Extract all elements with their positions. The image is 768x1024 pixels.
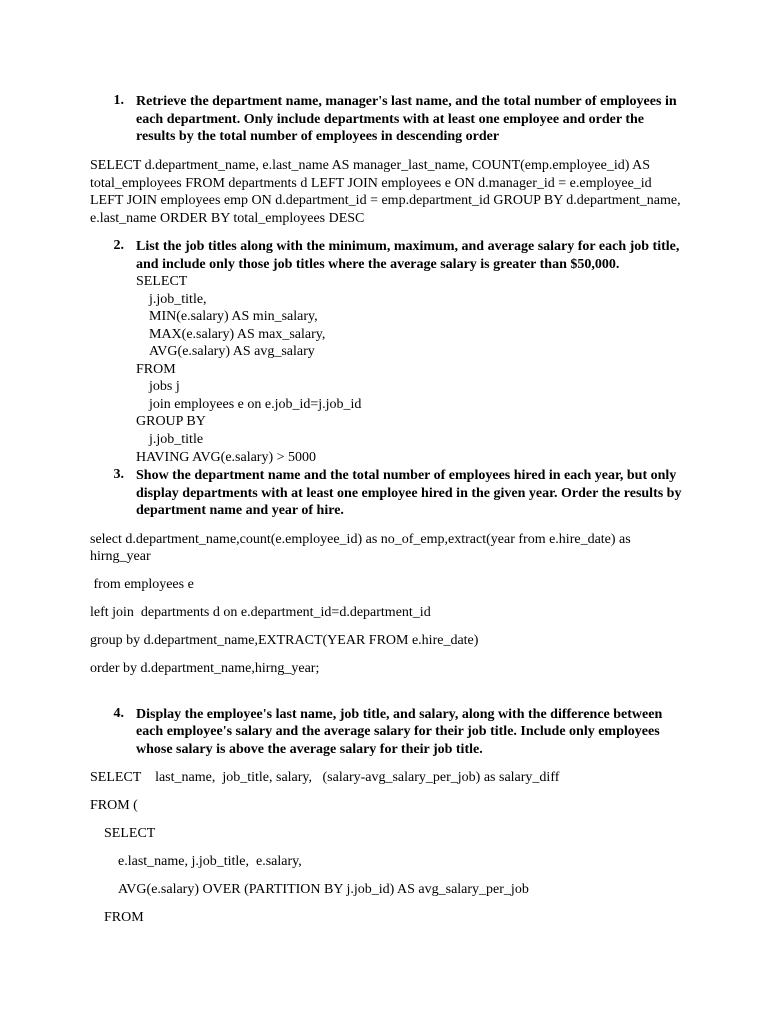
question-2-line-2: and include only those job titles where the average salary is greater than $50,000. bbox=[136, 257, 620, 272]
answer-3-line-1: select d.department_name,count(e.employee_id) as no_of_emp,extract(year from e.hire_date) as bbox=[90, 532, 631, 547]
answer-2-line-7: jobs j bbox=[149, 379, 180, 394]
question-2-number: 2. bbox=[113, 238, 124, 253]
question-1-number: 1. bbox=[113, 93, 124, 108]
answer-4-line-1: SELECT last_name, job_title, salary, (salary-avg_salary_per_job) as salary_diff bbox=[90, 770, 560, 785]
question-1-line-1: Retrieve the department name, manager's last name, and the total number of employees in bbox=[136, 94, 677, 109]
question-3-line-1: Show the department name and the total number of employees hired in each year, but only bbox=[136, 468, 677, 483]
answer-1-line-3: LEFT JOIN employees emp ON d.department_id = emp.department_id GROUP BY d.department_name, bbox=[90, 193, 681, 208]
answer-4-line-4: e.last_name, j.job_title, e.salary, bbox=[118, 854, 302, 869]
question-3-line-3: department name and year of hire. bbox=[136, 503, 344, 518]
answer-3-line-3: from employees e bbox=[90, 577, 194, 592]
answer-1-line-4: e.last_name ORDER BY total_employees DESC bbox=[90, 211, 365, 226]
answer-4-line-6: FROM bbox=[104, 910, 144, 925]
answer-3-line-6: order by d.department_name,hirng_year; bbox=[90, 661, 320, 676]
question-1-line-3: results by the total number of employees in descending order bbox=[136, 129, 500, 144]
question-3-line-2: display departments with at least one employee hired in the given year. Order the results by bbox=[136, 486, 682, 501]
answer-2-line-11: HAVING AVG(e.salary) > 5000 bbox=[136, 450, 317, 465]
answer-2-line-2: j.job_title, bbox=[149, 292, 207, 307]
question-3-number: 3. bbox=[113, 467, 124, 482]
question-4-line-3: whose salary is above the average salary for their job title. bbox=[136, 742, 483, 757]
answer-2-line-5: AVG(e.salary) AS avg_salary bbox=[149, 344, 315, 359]
answer-2-line-3: MIN(e.salary) AS min_salary, bbox=[149, 309, 318, 324]
answer-2-line-9: GROUP BY bbox=[136, 414, 206, 429]
question-2-line-1: List the job titles along with the minimum, maximum, and average salary for each job title, bbox=[136, 239, 680, 254]
answer-2-line-10: j.job_title bbox=[149, 432, 204, 447]
question-4-line-1: Display the employee's last name, job title, and salary, along with the difference between bbox=[136, 707, 663, 722]
answer-2-line-4: MAX(e.salary) AS max_salary, bbox=[149, 327, 326, 342]
question-4-line-2: each employee's salary and the average salary for their job title. Include only employees bbox=[136, 724, 660, 739]
answer-3-line-2: hirng_year bbox=[90, 549, 151, 564]
answer-4-line-3: SELECT bbox=[104, 826, 156, 841]
answer-2-line-1: SELECT bbox=[136, 274, 188, 289]
question-4-number: 4. bbox=[113, 706, 124, 721]
question-1-line-2: each department. Only include departments with at least one employee and order the bbox=[136, 112, 644, 127]
answer-3-line-5: group by d.department_name,EXTRACT(YEAR FROM e.hire_date) bbox=[90, 633, 479, 648]
answer-1-line-2: total_employees FROM departments d LEFT JOIN employees e ON d.manager_id = e.employee_id bbox=[90, 176, 652, 191]
answer-1-line-1: SELECT d.department_name, e.last_name AS manager_last_name, COUNT(emp.employee_id) AS bbox=[90, 158, 650, 173]
answer-4-line-2: FROM ( bbox=[90, 798, 138, 813]
answer-4-line-5: AVG(e.salary) OVER (PARTITION BY j.job_id) AS avg_salary_per_job bbox=[118, 882, 529, 897]
answer-2-line-6: FROM bbox=[136, 362, 176, 377]
answer-2-line-8: join employees e on e.job_id=j.job_id bbox=[149, 397, 362, 412]
answer-3-line-4: left join departments d on e.department_id=d.department_id bbox=[90, 605, 431, 620]
